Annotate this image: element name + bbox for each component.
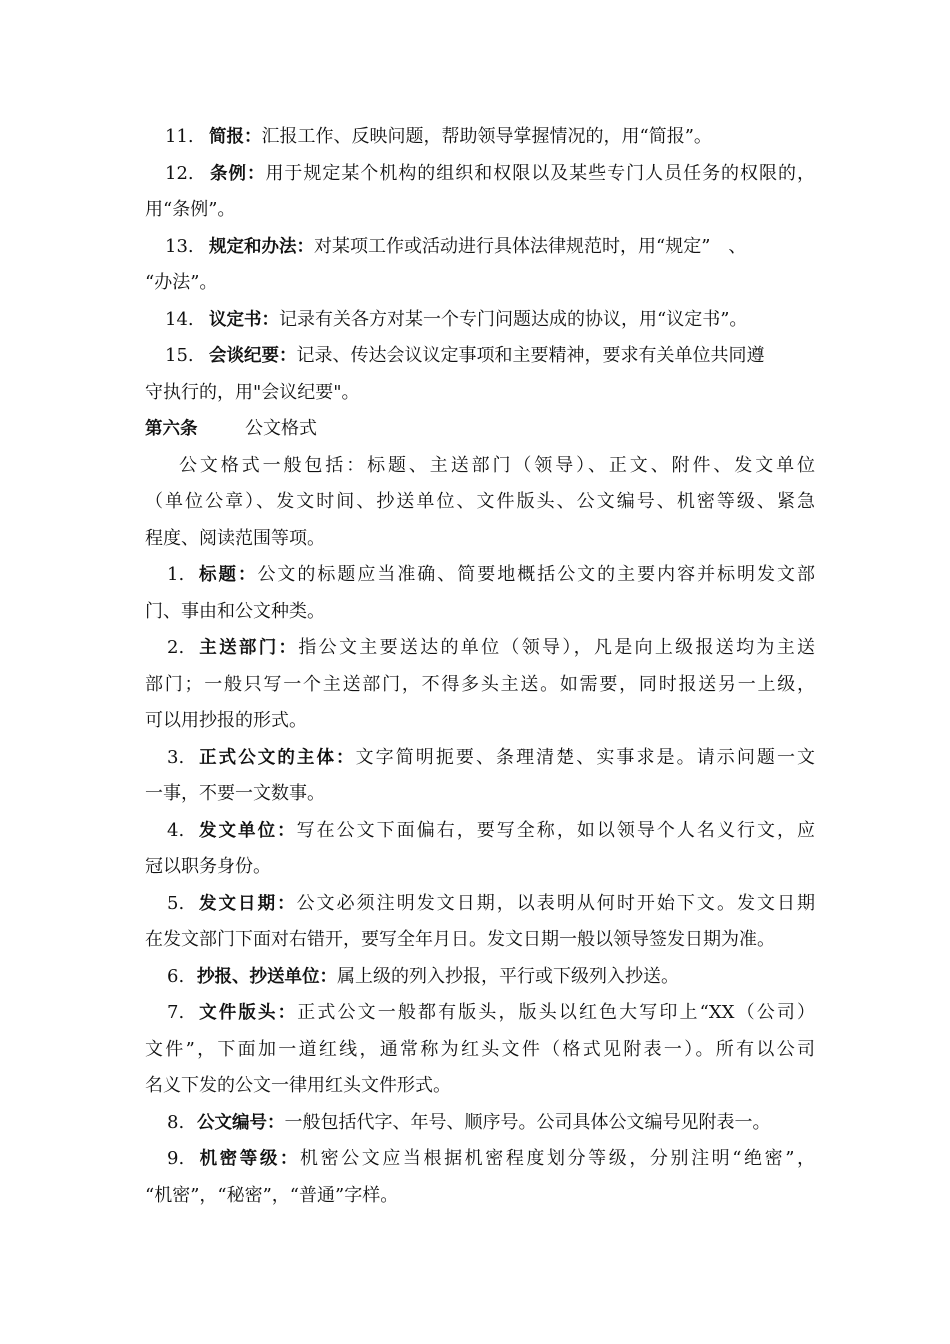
item-text: 机密公文应当根据机密程度划分等级，分别注明“绝密”， [300, 1148, 816, 1169]
item-text: 公文的标题应当准确、简要地概括公文的主要内容并标明发文部 [257, 564, 815, 585]
list-item [145, 338, 815, 411]
item-term: 条例： [209, 163, 266, 184]
item-text: 属上级的列入抄报，平行或下级列入抄送。 [337, 965, 679, 987]
item-number: 1. [167, 564, 185, 585]
item-number: 14. [165, 308, 194, 330]
intro-line: （单位公章）、发文时间、抄送单位、文件版头、公文编号、机密等级、紧急 [145, 491, 815, 512]
list-item [145, 886, 815, 959]
item-term: 公文编号： [197, 1112, 285, 1133]
item-text: 汇报工作、反映问题，帮助领导掌握情况的，用“简报”。 [261, 126, 712, 147]
item-text: 用“条例”。 [145, 199, 236, 220]
item-term: 发文日期： [197, 893, 297, 914]
list-item [145, 557, 815, 630]
list-item [145, 1141, 815, 1214]
items-list-a [145, 119, 815, 1214]
item-term: 标题： [197, 565, 258, 585]
item-term: 文件版头： [197, 1003, 298, 1023]
item-text: “机密”，“秘密”，“普通”字样。 [145, 1184, 399, 1206]
item-text: 一般包括代字、年号、顺序号。公司具体公文编号见附表一。 [284, 1111, 771, 1133]
item-number: 13. [165, 235, 194, 257]
item-term: 主送部门： [197, 638, 299, 658]
intro-paragraph [145, 448, 815, 558]
item-number: 11. [165, 126, 194, 147]
item-text: 用于规定某个机构的组织和权限以及某些专门人员任务的权限的， [265, 162, 815, 184]
item-text: 对某项工作或活动进行具体法律规范时，用“规定” 、 [314, 235, 747, 257]
item-term: 议定书： [209, 309, 279, 330]
item-text: 记录有关各方对某一个专门问题达成的协议，用“议定书”。 [279, 308, 748, 330]
list-item [145, 1105, 815, 1142]
item-text: 在发文部门下面对右错开，要写全年月日。发文日期一般以领导签发日期为准。 [145, 929, 775, 950]
intro-line: 程度、阅读范围等项。 [145, 527, 325, 549]
item-number: 4. [167, 819, 185, 841]
item-number: 9. [167, 1148, 185, 1169]
item-number: 2. [167, 637, 185, 658]
list-item [145, 995, 815, 1105]
item-term: 规定和办法： [209, 236, 314, 257]
item-text: 正式公文一般都有版头，版头以红色大写印上“XX（公司） [297, 1002, 815, 1023]
item-text: 冠以职务身份。 [145, 856, 271, 877]
list-item [145, 229, 815, 302]
item-number: 8. [167, 1111, 185, 1133]
item-text: 文字简明扼要、条理清楚、实事求是。请示问题一文 [355, 746, 816, 768]
item-number: 6. [167, 965, 185, 987]
item-text: 门、事由和公文种类。 [145, 600, 325, 622]
item-text: 指公文主要送达的单位（领导），凡是向上级报送均为主送 [298, 637, 816, 658]
item-text: 部门；一般只写一个主送部门，不得多头主送。如需要，同时报送另一上级， [145, 673, 815, 695]
item-term: 抄报、抄送单位： [197, 966, 337, 987]
article-title: 公文格式 [245, 418, 317, 439]
list-item [145, 813, 815, 886]
item-text: 守执行的，用"会议纪要"。 [145, 381, 360, 403]
item-term: 正式公文的主体： [197, 747, 356, 768]
item-term: 会谈纪要： [209, 346, 297, 366]
item-number: 12. [165, 162, 194, 184]
item-text: 写在公文下面偏右，要写全称，如以领导个人名义行文，应 [296, 819, 816, 841]
intro-line: 公文格式一般包括：标题、主送部门（领导）、正文、附件、发文单位 [179, 454, 815, 476]
article-heading [145, 411, 815, 448]
item-text: 文件”，下面加一道红线，通常称为红头文件（格式见附表一）。所有以公司 [145, 1038, 815, 1060]
article-label: 第六条 [145, 419, 198, 439]
item-number: 3. [167, 746, 185, 768]
item-text: 名义下发的公文一律用红头文件形式。 [145, 1075, 451, 1096]
item-number: 5. [167, 892, 185, 914]
item-text: 公文必须注明发文日期，以表明从何时开始下文。发文日期 [296, 892, 816, 914]
list-item [145, 740, 815, 813]
item-text: “办法”。 [145, 272, 218, 293]
list-item [145, 630, 815, 740]
list-item [145, 959, 815, 996]
item-number: 7. [167, 1002, 185, 1023]
list-item [145, 119, 815, 156]
list-item [145, 302, 815, 339]
item-term: 机密等级： [197, 1149, 301, 1169]
item-term: 简报： [209, 127, 262, 147]
item-text: 记录、传达会议议定事项和主要精神，要求有关单位共同遵 [296, 345, 765, 366]
item-number: 15. [165, 345, 194, 366]
item-text: 可以用抄报的形式。 [145, 710, 307, 731]
item-term: 发文单位： [197, 820, 297, 841]
item-text: 一事，不要一文数事。 [145, 783, 325, 804]
list-item [145, 156, 815, 229]
